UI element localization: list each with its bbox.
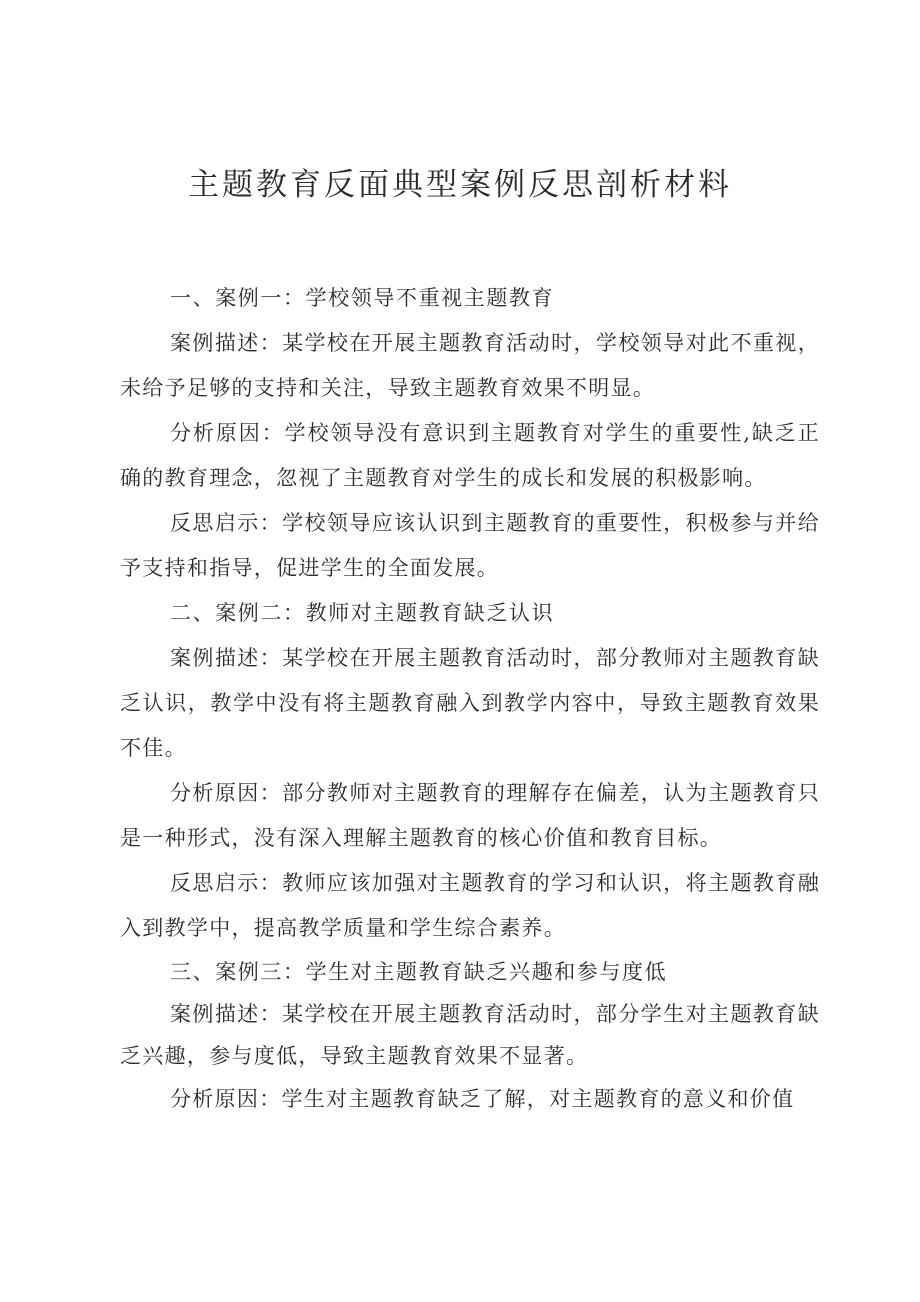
- section-heading-case-2: 二、案例二：教师对主题教育缺乏认识: [170, 601, 555, 625]
- document-title: 主题教育反面典型案例反思剖析材料: [188, 167, 732, 203]
- case-1-description: 案例描述：某学校在开展主题教育活动时，学校领导对此不重视，未给予足够的支持和关注，导致主题教育效果不明显。: [120, 331, 820, 400]
- section-heading-case-1: 一、案例一：学校领导不重视主题教育: [170, 286, 555, 310]
- case-2-analysis: 分析原因：部分教师对主题教育的理解存在偏差，认为主题教育只是一种形式，没有深入理解主题教育的核心价值和教育目标。: [120, 781, 820, 850]
- case-3-description: 案例描述：某学校在开展主题教育活动时，部分学生对主题教育缺乏兴趣，参与度低，导致主题教育效果不显著。: [120, 1002, 820, 1068]
- case-3-analysis: 分析原因：学生对主题教育缺乏了解，对主题教育的意义和价值: [170, 1087, 795, 1111]
- case-1-reflection: 反思启示：学校领导应该认识到主题教育的重要性，积极参与并给予支持和指导，促进学生的全面发展。: [120, 511, 820, 580]
- case-2-description: 案例描述：某学校在开展主题教育活动时，部分教师对主题教育缺乏认识，教学中没有将主题教育融入到教学内容中，导致主题教育效果不佳。: [120, 646, 820, 760]
- document-body: [120, 276, 820, 1122]
- case-2-reflection: 反思启示：教师应该加强对主题教育的学习和认识，将主题教育融入到教学中，提高教学质量和学生综合素养。: [120, 871, 820, 940]
- case-1-analysis: 分析原因：学校领导没有意识到主题教育对学生的重要性,缺乏正确的教育理念，忽视了主题教育对学生的成长和发展的积极影响。: [120, 421, 820, 490]
- section-heading-case-3: 三、案例三：学生对主题教育缺乏兴趣和参与度低: [170, 960, 668, 984]
